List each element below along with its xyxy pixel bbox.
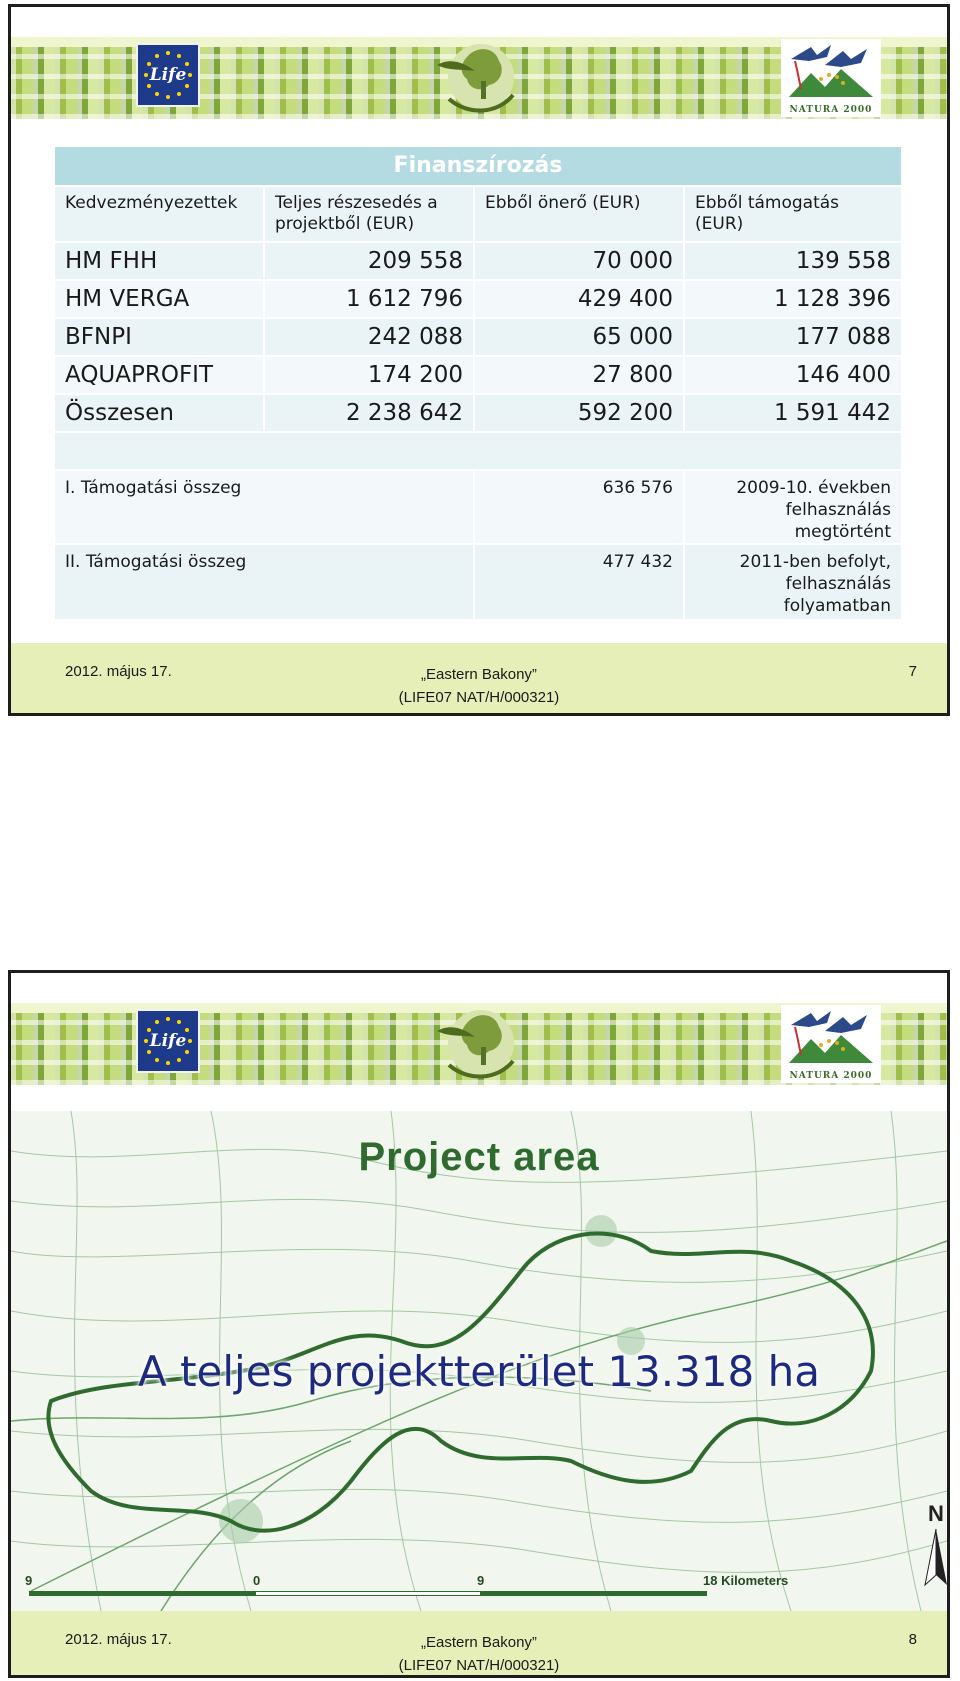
north-label: N [928,1501,944,1526]
beneficiary-cell: AQUAPROFIT [55,357,263,393]
subsidy-cell: 177 088 [685,319,901,355]
subsidy-row [55,545,901,619]
header-beneficiaries: Kedvezményezettek [55,187,263,241]
subsidy-note: 2009-10. években felhasználás megtörtént [685,471,901,543]
subsidy-cell: 1 591 442 [685,395,901,431]
header-subsidy: Ebből támogatás (EUR) [685,187,901,241]
table-header-row [55,187,901,241]
subsidy-label: II. Támogatási összeg [55,545,473,619]
total-label-cell: Összesen [55,395,263,431]
eu-life-logo [136,1009,200,1073]
total-cell: 1 612 796 [265,281,473,317]
scale-label-zero: 0 [253,1573,261,1588]
own-cell: 27 800 [475,357,683,393]
own-cell: 65 000 [475,319,683,355]
slide-footer [11,643,947,713]
north-arrow [921,1501,947,1591]
natura-2000-logo [781,1005,881,1083]
beneficiary-cell: HM VERGA [55,281,263,317]
total-cell: 209 558 [265,243,473,279]
table-title: Finanszírozás [55,147,901,185]
total-cell: 174 200 [265,357,473,393]
subsidy-cell: 1 128 396 [685,281,901,317]
scale-segment [255,1591,481,1596]
bird-tree-logo-icon [431,1003,521,1085]
beneficiary-cell: HM FHH [55,243,263,279]
footer-project-name: „Eastern Bakony” [421,1634,537,1651]
table-row [55,281,901,317]
footer-project-code: (LIFE07 NAT/H/000321) [398,1657,560,1674]
scale-label-right: 18 Kilometers [703,1573,789,1588]
subsidy-cell: 139 558 [685,243,901,279]
eu-life-logo [136,43,200,107]
map-title: Project area [358,1135,600,1179]
project-area-map [11,1111,947,1611]
life-logo-text: Life [149,65,187,85]
natura-logo-text: NATURA 2000 [789,1071,873,1081]
table-row [55,243,901,279]
footer-project-name: „Eastern Bakony” [421,666,537,683]
table-spacer-row [55,433,901,469]
page-number: 8 [908,1631,917,1648]
table-total-row [55,395,901,431]
footer-project [11,1631,947,1677]
total-cell: 242 088 [265,319,473,355]
subsidy-label: I. Támogatási összeg [55,471,473,543]
footer-date: 2012. május 17. [65,663,172,680]
slide-8 [8,970,950,1678]
map-scale-bar [21,1573,901,1603]
beneficiary-cell: BFNPI [55,319,263,355]
page-number: 7 [908,663,917,680]
scale-label-mid: 9 [477,1573,485,1588]
footer-project-code: (LIFE07 NAT/H/000321) [398,689,560,706]
footer-date: 2012. május 17. [65,1631,172,1648]
scale-label-left: 9 [25,1573,33,1588]
subsidy-note: 2011-ben befolyt, felhasználás folyamatban [685,545,901,619]
table-row [55,319,901,355]
subsidy-row [55,471,901,543]
project-area-caption: A teljes projektterület 13.318 ha [138,1347,820,1396]
own-cell: 70 000 [475,243,683,279]
header-own-contribution: Ebből önerő (EUR) [475,187,683,241]
footer-project [11,663,947,709]
natura-birds-icon [781,39,881,103]
natura-logo-text: NATURA 2000 [789,105,873,115]
subsidy-amount: 636 576 [475,471,683,543]
natura-2000-logo [781,39,881,117]
slide-7 [8,4,950,716]
scale-segment [481,1591,707,1596]
total-cell: 2 238 642 [265,395,473,431]
table-row [55,357,901,393]
header-total-share: Teljes részesedés a projektből (EUR) [265,187,473,241]
north-arrow-icon [921,1527,947,1587]
natura-birds-icon [781,1005,881,1069]
own-cell: 592 200 [475,395,683,431]
own-cell: 429 400 [475,281,683,317]
bird-tree-logo-icon [431,37,521,119]
subsidy-cell: 146 400 [685,357,901,393]
scale-segment [29,1591,255,1596]
life-logo-text: Life [149,1031,187,1051]
financing-table [55,147,901,621]
subsidy-amount: 477 432 [475,545,683,619]
slide-footer [11,1611,947,1678]
